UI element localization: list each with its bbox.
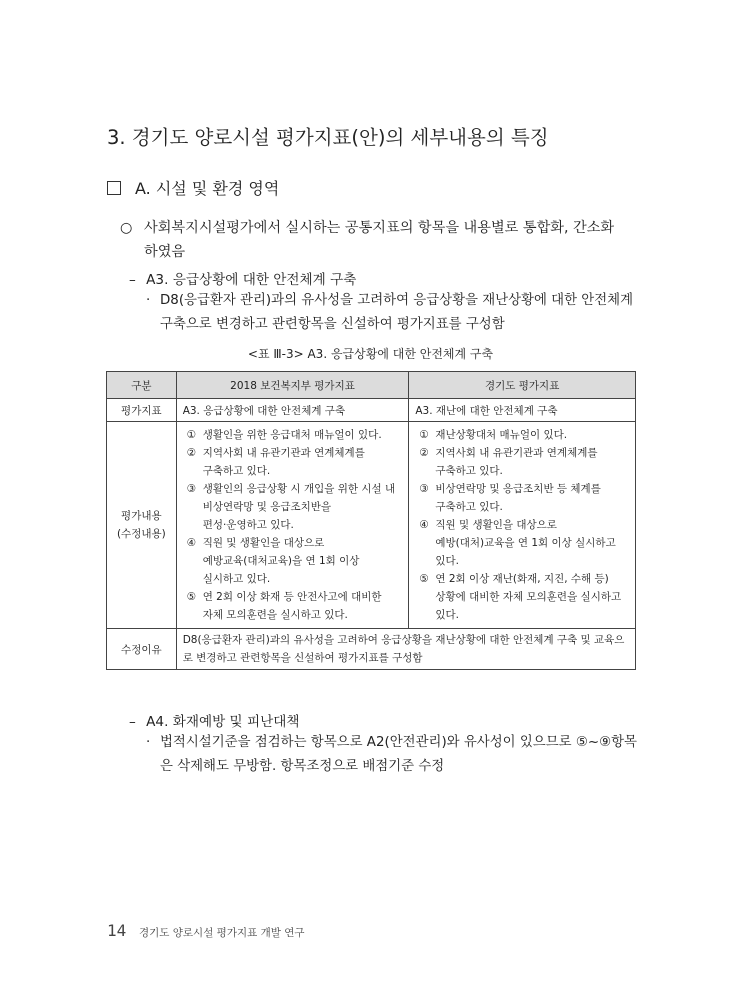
a3-line1: D8(응급환자 관리)과의 유사성을 고려하여 응급상황을 재난상황에 대한 안전체계	[160, 293, 634, 308]
header-ministry: 2018 보건복지부 평가지표	[176, 372, 409, 399]
list-item: ⑤ 연 2회 이상 화재 등 안전사고에 대비한 자체 모의훈련을 실시하고 있다.	[186, 591, 382, 621]
a4-line2: 은 삭제해도 무방함. 항목조정으로 배점기준 수정	[160, 759, 445, 774]
dot-bullet-icon: ·	[146, 735, 151, 750]
list-item: ① 재난상황대처 매뉴얼이 있다.	[419, 429, 568, 441]
a4-line1: 법적시설기준을 점검하는 항목으로 A2(안전관리)와 유사성이 있으므로 ⑤~⑨항목	[160, 735, 637, 750]
indicator-old: A3. 응급상황에 대한 안전체계 구축	[176, 399, 409, 422]
a3-heading	[129, 268, 356, 288]
indicator-new: A3. 재난에 대한 안전체계 구축	[409, 399, 636, 422]
list-item: ② 지역사회 내 유관기관과 연계체계를 구축하고 있다.	[186, 447, 365, 477]
reason-text-cell	[176, 629, 635, 670]
a3-line2: 구축으로 변경하고 관련항목을 신설하여 평가지표를 구성함	[160, 317, 505, 332]
page-number: 14	[107, 921, 127, 940]
bullet-paragraph-1	[120, 216, 614, 264]
table-row-reason	[107, 629, 636, 670]
a4-title: A4. 화재예방 및 피난대책	[146, 714, 300, 730]
indicator-label: 평가지표	[107, 399, 177, 422]
circle-bullet-icon: ○	[120, 220, 133, 236]
dot-bullet-icon: ·	[146, 293, 151, 308]
a4-heading	[129, 710, 300, 730]
checkbox-square-icon	[107, 181, 121, 195]
table-row-indicator	[107, 399, 636, 422]
subsection-title: A. 시설 및 환경 영역	[135, 179, 280, 198]
list-item: ③ 비상연락망 및 응급조치반 등 체계를 구축하고 있다.	[419, 483, 601, 513]
dash-marker-icon: –	[129, 272, 136, 288]
a3-bullet	[146, 289, 633, 337]
bullet1-line2: 하였음	[144, 244, 186, 260]
book-title: 경기도 양로시설 평가지표 개발 연구	[139, 927, 305, 939]
table-caption: <표 Ⅲ-3> A3. 응급상황에 대한 안전체계 구축	[247, 347, 494, 361]
content-old	[176, 422, 409, 629]
reason-label: 수정이유	[107, 629, 177, 670]
a3-title: A3. 응급상황에 대한 안전체계 구축	[146, 272, 357, 288]
subsection-heading	[107, 176, 279, 199]
list-item: ④ 직원 및 생활인을 대상으로 예방교육(대처교육)을 연 1회 이상 실시하고 있다.	[186, 537, 360, 585]
list-item: ① 생활인을 위한 응급대처 매뉴얼이 있다.	[186, 429, 382, 441]
comparison-table	[106, 371, 636, 670]
dash-marker-icon: –	[129, 714, 136, 730]
a4-bullet	[146, 731, 637, 779]
content-new	[409, 422, 636, 629]
section-title: 3. 경기도 양로시설 평가지표(안)의 세부내용의 특징	[107, 126, 549, 149]
header-category: 구분	[107, 372, 177, 399]
table-row-content	[107, 422, 636, 629]
content-label	[107, 422, 177, 629]
reason-text: D8(응급환자 관리)과의 유사성을 고려하여 응급상황을 재난상황에 대한 안전체계 구축 및 교육으로 변경하고 관련항목을 신설하여 평가지표를 구성함	[182, 634, 625, 664]
list-item: ④ 직원 및 생활인을 대상으로 예방(대처)교육을 연 1회 이상 실시하고 있다.	[419, 519, 616, 567]
header-gyeonggi: 경기도 평가지표	[409, 372, 636, 399]
list-item: ⑤ 연 2회 이상 재난(화재, 지진, 수해 등) 상황에 대비한 자체 모의훈련을 실시하고 있다.	[419, 573, 622, 621]
table-header-row	[107, 372, 636, 399]
content-label-line2: (수정내용)	[116, 528, 166, 540]
bullet1-line1: 사회복지시설평가에서 실시하는 공통지표의 항목을 내용별로 통합화, 간소화	[144, 220, 615, 236]
list-item: ③ 생활인의 응급상황 시 개입을 위한 시설 내 비상연락망 및 응급조치반을 편성·운영하고 있다.	[186, 483, 396, 531]
list-item: ② 지역사회 내 유관기관과 연계체계를 구축하고 있다.	[419, 447, 598, 477]
content-label-line1: 평가내용	[121, 510, 162, 522]
